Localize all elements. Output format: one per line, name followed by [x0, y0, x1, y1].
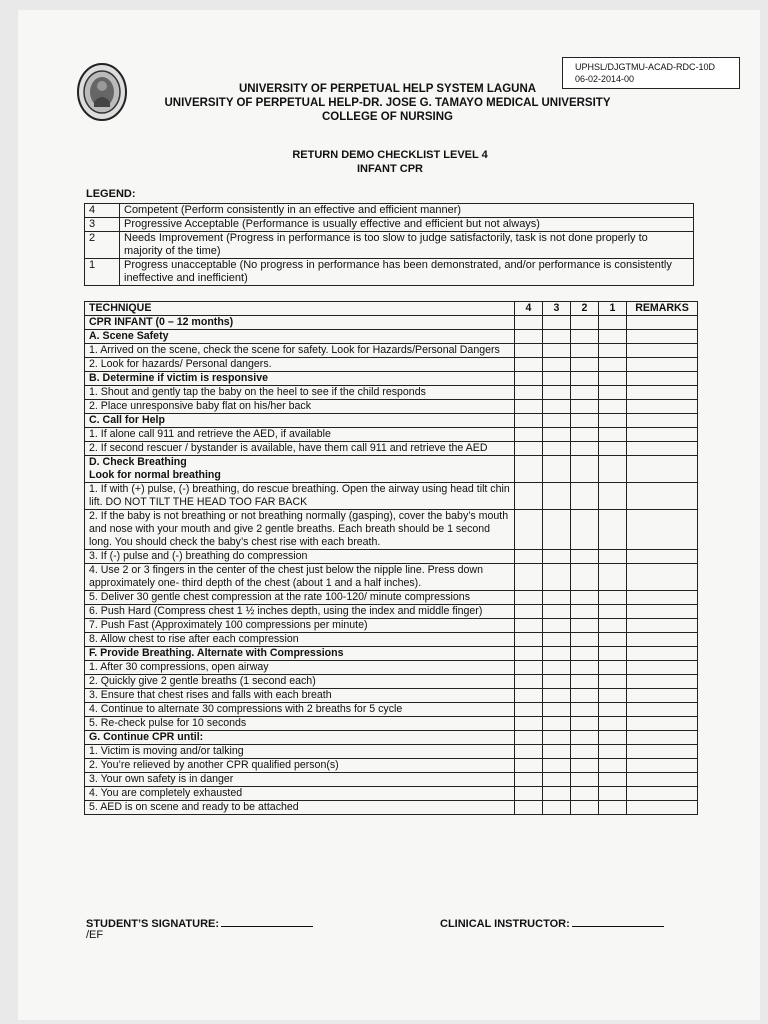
score-4-cell[interactable] [515, 442, 543, 456]
score-4-cell[interactable] [515, 358, 543, 372]
score-2-cell[interactable] [571, 414, 599, 428]
score-3-cell[interactable] [543, 400, 571, 414]
score-2-cell[interactable] [571, 483, 599, 510]
technique-step: 2. If the baby is not breathing or not breathing normally (gasping), cover the baby’s mouth and nose with your mouth and give 2 gentle breaths. Each breath should be 1 second long. You should check the baby’s chest rise with each breath. [85, 510, 515, 550]
technique-header: TECHNIQUE [85, 302, 515, 316]
technique-step: 7. Push Fast (Approximately 100 compressions per minute) [85, 619, 515, 633]
checklist-item-row [85, 689, 698, 703]
score-4-cell[interactable] [515, 633, 543, 647]
initials-note: /EF [86, 929, 104, 941]
section-heading: G. Continue CPR until: [85, 731, 515, 745]
technique-step: 5. AED is on scene and ready to be attached [85, 801, 515, 815]
score-3-cell[interactable] [543, 661, 571, 675]
score-2-cell[interactable] [571, 745, 599, 759]
score-3-cell[interactable] [543, 647, 571, 661]
score-2-cell[interactable] [571, 330, 599, 344]
remarks-cell[interactable] [627, 456, 698, 483]
score-2-cell[interactable] [571, 675, 599, 689]
legend-row [85, 204, 694, 218]
score-1-cell[interactable] [599, 550, 627, 564]
score-2-cell[interactable] [571, 591, 599, 605]
checklist-item-row [85, 386, 698, 400]
technique-step: 2. If second rescuer / bystander is available, have them call 911 and retrieve the AED [85, 442, 515, 456]
legend-row [85, 259, 694, 286]
remarks-cell[interactable] [627, 689, 698, 703]
score-2-cell[interactable] [571, 661, 599, 675]
score-1-cell[interactable] [599, 344, 627, 358]
remarks-cell[interactable] [627, 675, 698, 689]
remarks-cell[interactable] [627, 330, 698, 344]
score-2-cell[interactable] [571, 717, 599, 731]
score-1-cell[interactable] [599, 372, 627, 386]
score-1-cell[interactable] [599, 717, 627, 731]
score-2-cell[interactable] [571, 801, 599, 815]
score-1-cell[interactable] [599, 773, 627, 787]
header-line-3: COLLEGE OF NURSING [322, 111, 453, 123]
remarks-cell[interactable] [627, 801, 698, 815]
remarks-cell[interactable] [627, 703, 698, 717]
score-1-cell[interactable] [599, 633, 627, 647]
remarks-cell[interactable] [627, 619, 698, 633]
section-heading-row [85, 330, 698, 344]
legend-description: Competent (Perform consistently in an effective and efficient manner) [120, 204, 694, 218]
technique-step: 3. Ensure that chest rises and falls with each breath [85, 689, 515, 703]
remarks-cell[interactable] [627, 344, 698, 358]
remarks-cell[interactable] [627, 745, 698, 759]
remarks-cell[interactable] [627, 316, 698, 330]
technique-step: 2. Place unresponsive baby flat on his/her back [85, 400, 515, 414]
section-heading-row [85, 731, 698, 745]
remarks-cell[interactable] [627, 372, 698, 386]
section-heading-row [85, 647, 698, 661]
legend-description: Progress unacceptable (No progress in performance has been demonstrated, and/or performance is consistently ineffective and inefficient) [120, 259, 694, 286]
legend-description: Progressive Acceptable (Performance is usually effective and efficient but not always) [120, 218, 694, 232]
remarks-cell[interactable] [627, 358, 698, 372]
section-heading-row [85, 456, 698, 483]
legend-description: Needs Improvement (Progress in performance is too slow to judge satisfactorily, task is not done properly to majority of the time) [120, 232, 694, 259]
checklist-table [84, 301, 698, 815]
score-4-cell[interactable] [515, 344, 543, 358]
instructor-signature-label: CLINICAL INSTRUCTOR: [440, 918, 570, 930]
legend-row [85, 218, 694, 232]
technique-step: 5. Re-check pulse for 10 seconds [85, 717, 515, 731]
score-2-cell[interactable] [571, 759, 599, 773]
legend-score: 3 [85, 218, 120, 232]
score-2-cell[interactable] [571, 773, 599, 787]
score-2-cell[interactable] [571, 344, 599, 358]
technique-step: 3. Your own safety is in danger [85, 773, 515, 787]
score-3-cell[interactable] [543, 717, 571, 731]
score-2-cell[interactable] [571, 619, 599, 633]
header-line-2: UNIVERSITY OF PERPETUAL HELP-DR. JOSE G. TAMAYO MEDICAL UNIVERSITY [164, 97, 611, 109]
score-4-header: 4 [515, 302, 543, 316]
score-4-cell[interactable] [515, 510, 543, 550]
score-2-cell[interactable] [571, 633, 599, 647]
remarks-cell[interactable] [627, 605, 698, 619]
technique-step: 1. Arrived on the scene, check the scene for safety. Look for Hazards/Personal Dangers [85, 344, 515, 358]
score-3-cell[interactable] [543, 372, 571, 386]
score-3-cell[interactable] [543, 550, 571, 564]
score-2-cell[interactable] [571, 731, 599, 745]
remarks-cell[interactable] [627, 661, 698, 675]
checklist-item-row [85, 358, 698, 372]
remarks-cell[interactable] [627, 787, 698, 801]
checklist-item-row [85, 605, 698, 619]
checklist-item-row [85, 344, 698, 358]
checklist-item-row [85, 773, 698, 787]
score-2-cell[interactable] [571, 510, 599, 550]
score-4-cell[interactable] [515, 605, 543, 619]
score-4-cell[interactable] [515, 773, 543, 787]
checklist-item-row [85, 428, 698, 442]
score-2-cell[interactable] [571, 647, 599, 661]
remarks-cell[interactable] [627, 550, 698, 564]
score-4-cell[interactable] [515, 801, 543, 815]
legend-score: 4 [85, 204, 120, 218]
technique-step: 4. Use 2 or 3 fingers in the center of the chest just below the nipple line. Press down approximately one- third depth of the chest (about 1 and a half inches). [85, 564, 515, 591]
score-1-cell[interactable] [599, 386, 627, 400]
score-3-cell[interactable] [543, 483, 571, 510]
score-3-cell[interactable] [543, 605, 571, 619]
checklist-item-row [85, 564, 698, 591]
score-4-cell[interactable] [515, 647, 543, 661]
score-3-cell[interactable] [543, 428, 571, 442]
score-2-cell[interactable] [571, 428, 599, 442]
section-heading: D. Check Breathing Look for normal breathing [85, 456, 515, 483]
technique-step: 1. Victim is moving and/or talking [85, 745, 515, 759]
score-2-cell[interactable] [571, 689, 599, 703]
remarks-cell[interactable] [627, 483, 698, 510]
score-3-cell[interactable] [543, 619, 571, 633]
score-3-cell[interactable] [543, 731, 571, 745]
score-2-cell[interactable] [571, 605, 599, 619]
form-code-date: 06-02-2014-00 [575, 74, 635, 84]
checklist-item-row [85, 675, 698, 689]
score-4-cell[interactable] [515, 564, 543, 591]
checklist-item-row [85, 633, 698, 647]
legend-row [85, 232, 694, 259]
score-1-cell[interactable] [599, 483, 627, 510]
technique-step: 1. Shout and gently tap the baby on the heel to see if the child responds [85, 386, 515, 400]
legend-label: LEGEND: [86, 188, 136, 200]
university-seal-logo [76, 62, 128, 122]
score-1-cell[interactable] [599, 661, 627, 675]
section-heading: B. Determine if victim is responsive [85, 372, 515, 386]
title-line-2: INFANT CPR [357, 163, 423, 175]
student-signature [86, 916, 313, 930]
remarks-cell[interactable] [627, 591, 698, 605]
form-code-line: UPHSL/DJGTMU-ACAD-RDC-10D [575, 62, 716, 72]
score-3-header: 3 [543, 302, 571, 316]
technique-step: 2. Look for hazards/ Personal dangers. [85, 358, 515, 372]
remarks-cell[interactable] [627, 414, 698, 428]
instructor-signature [440, 916, 664, 930]
legend-score: 1 [85, 259, 120, 286]
score-3-cell[interactable] [543, 703, 571, 717]
section-heading-row [85, 414, 698, 428]
technique-step: 5. Deliver 30 gentle chest compression at the rate 100-120/ minute compressions [85, 591, 515, 605]
score-3-cell[interactable] [543, 773, 571, 787]
score-1-cell[interactable] [599, 605, 627, 619]
score-4-cell[interactable] [515, 787, 543, 801]
score-3-cell[interactable] [543, 591, 571, 605]
checklist-item-row [85, 801, 698, 815]
score-1-cell[interactable] [599, 745, 627, 759]
checklist-item-row [85, 787, 698, 801]
technique-step: 1. If with (+) pulse, (-) breathing, do rescue breathing. Open the airway using head tilt chin lift. DO NOT TILT THE HEAD TOO FAR BACK [85, 483, 515, 510]
score-3-cell[interactable] [543, 386, 571, 400]
score-1-cell[interactable] [599, 731, 627, 745]
score-1-cell[interactable] [599, 428, 627, 442]
score-3-cell[interactable] [543, 564, 571, 591]
score-3-cell[interactable] [543, 759, 571, 773]
score-4-cell[interactable] [515, 316, 543, 330]
score-3-cell[interactable] [543, 316, 571, 330]
technique-step: 8. Allow chest to rise after each compression [85, 633, 515, 647]
score-2-cell[interactable] [571, 316, 599, 330]
score-4-cell[interactable] [515, 372, 543, 386]
remarks-cell[interactable] [627, 647, 698, 661]
score-3-cell[interactable] [543, 801, 571, 815]
score-2-header: 2 [571, 302, 599, 316]
technique-step: 4. Continue to alternate 30 compressions with 2 breaths for 5 cycle [85, 703, 515, 717]
score-4-cell[interactable] [515, 661, 543, 675]
checklist-item-row [85, 619, 698, 633]
technique-step: 3. If (-) pulse and (-) breathing do compression [85, 550, 515, 564]
score-4-cell[interactable] [515, 619, 543, 633]
score-1-cell[interactable] [599, 787, 627, 801]
checklist-item-row [85, 483, 698, 510]
score-1-cell[interactable] [599, 647, 627, 661]
score-3-cell[interactable] [543, 358, 571, 372]
score-4-cell[interactable] [515, 759, 543, 773]
score-1-cell[interactable] [599, 510, 627, 550]
score-4-cell[interactable] [515, 675, 543, 689]
score-1-cell[interactable] [599, 330, 627, 344]
score-3-cell[interactable] [543, 510, 571, 550]
score-1-cell[interactable] [599, 619, 627, 633]
section-heading-row [85, 316, 698, 330]
score-2-cell[interactable] [571, 442, 599, 456]
score-3-cell[interactable] [543, 442, 571, 456]
score-1-cell[interactable] [599, 759, 627, 773]
remarks-cell[interactable] [627, 759, 698, 773]
technique-step: 2. Quickly give 2 gentle breaths (1 second each) [85, 675, 515, 689]
technique-step: 2. You’re relieved by another CPR qualified person(s) [85, 759, 515, 773]
score-3-cell[interactable] [543, 689, 571, 703]
score-1-cell[interactable] [599, 564, 627, 591]
instructor-signature-line[interactable] [572, 916, 664, 927]
score-4-cell[interactable] [515, 414, 543, 428]
score-2-cell[interactable] [571, 787, 599, 801]
score-4-cell[interactable] [515, 689, 543, 703]
technique-step: 1. After 30 compressions, open airway [85, 661, 515, 675]
score-3-cell[interactable] [543, 745, 571, 759]
score-1-header: 1 [599, 302, 627, 316]
remarks-cell[interactable] [627, 633, 698, 647]
score-1-cell[interactable] [599, 801, 627, 815]
score-3-cell[interactable] [543, 633, 571, 647]
header-line-1: UNIVERSITY OF PERPETUAL HELP SYSTEM LAGUNA [238, 83, 537, 95]
score-1-cell[interactable] [599, 442, 627, 456]
score-1-cell[interactable] [599, 358, 627, 372]
score-4-cell[interactable] [515, 428, 543, 442]
technique-step: 1. If alone call 911 and retrieve the AED, if available [85, 428, 515, 442]
score-1-cell[interactable] [599, 703, 627, 717]
score-2-cell[interactable] [571, 703, 599, 717]
checklist-item-row [85, 442, 698, 456]
remarks-cell[interactable] [627, 564, 698, 591]
checklist-item-row [85, 759, 698, 773]
score-1-cell[interactable] [599, 591, 627, 605]
score-4-cell[interactable] [515, 456, 543, 483]
score-2-cell[interactable] [571, 386, 599, 400]
title-line-1: RETURN DEMO CHECKLIST LEVEL 4 [292, 149, 488, 161]
score-4-cell[interactable] [515, 703, 543, 717]
checklist-item-row [85, 703, 698, 717]
score-4-cell[interactable] [515, 591, 543, 605]
section-heading: A. Scene Safety [85, 330, 515, 344]
remarks-cell[interactable] [627, 510, 698, 550]
score-2-cell[interactable] [571, 372, 599, 386]
score-2-cell[interactable] [571, 564, 599, 591]
remarks-cell[interactable] [627, 400, 698, 414]
score-4-cell[interactable] [515, 550, 543, 564]
student-signature-label: STUDENT’S SIGNATURE: [86, 918, 220, 930]
checklist-item-row [85, 745, 698, 759]
score-4-cell[interactable] [515, 745, 543, 759]
score-4-cell[interactable] [515, 330, 543, 344]
score-3-cell[interactable] [543, 456, 571, 483]
score-1-cell[interactable] [599, 400, 627, 414]
score-1-cell[interactable] [599, 414, 627, 428]
section-heading-row [85, 372, 698, 386]
checklist-item-row [85, 400, 698, 414]
score-3-cell[interactable] [543, 344, 571, 358]
score-2-cell[interactable] [571, 456, 599, 483]
score-2-cell[interactable] [571, 358, 599, 372]
remarks-cell[interactable] [627, 773, 698, 787]
section-heading: F. Provide Breathing. Alternate with Compressions [85, 647, 515, 661]
institution-header [130, 82, 645, 124]
document-title [180, 148, 600, 176]
checklist-item-row [85, 510, 698, 550]
score-3-cell[interactable] [543, 330, 571, 344]
checklist-item-row [85, 717, 698, 731]
remarks-cell[interactable] [627, 428, 698, 442]
score-2-cell[interactable] [571, 550, 599, 564]
checklist-item-row [85, 591, 698, 605]
score-4-cell[interactable] [515, 386, 543, 400]
remarks-cell[interactable] [627, 386, 698, 400]
score-1-cell[interactable] [599, 456, 627, 483]
technique-step: 6. Push Hard (Compress chest 1 ½ inches depth, using the index and middle finger) [85, 605, 515, 619]
score-3-cell[interactable] [543, 787, 571, 801]
score-1-cell[interactable] [599, 689, 627, 703]
checklist-header-row [85, 302, 698, 316]
remarks-header: REMARKS [627, 302, 698, 316]
score-4-cell[interactable] [515, 731, 543, 745]
checklist-item-row [85, 550, 698, 564]
remarks-cell[interactable] [627, 731, 698, 745]
checklist-item-row [85, 661, 698, 675]
score-3-cell[interactable] [543, 675, 571, 689]
score-3-cell[interactable] [543, 414, 571, 428]
score-4-cell[interactable] [515, 717, 543, 731]
remarks-cell[interactable] [627, 442, 698, 456]
technique-step: 4. You are completely exhausted [85, 787, 515, 801]
student-signature-line[interactable] [221, 916, 313, 927]
score-2-cell[interactable] [571, 400, 599, 414]
remarks-cell[interactable] [627, 717, 698, 731]
legend-score: 2 [85, 232, 120, 259]
section-heading: C. Call for Help [85, 414, 515, 428]
legend-table [84, 203, 694, 286]
score-4-cell[interactable] [515, 400, 543, 414]
score-1-cell[interactable] [599, 316, 627, 330]
section-heading: CPR INFANT (0 – 12 months) [85, 316, 515, 330]
score-4-cell[interactable] [515, 483, 543, 510]
score-1-cell[interactable] [599, 675, 627, 689]
